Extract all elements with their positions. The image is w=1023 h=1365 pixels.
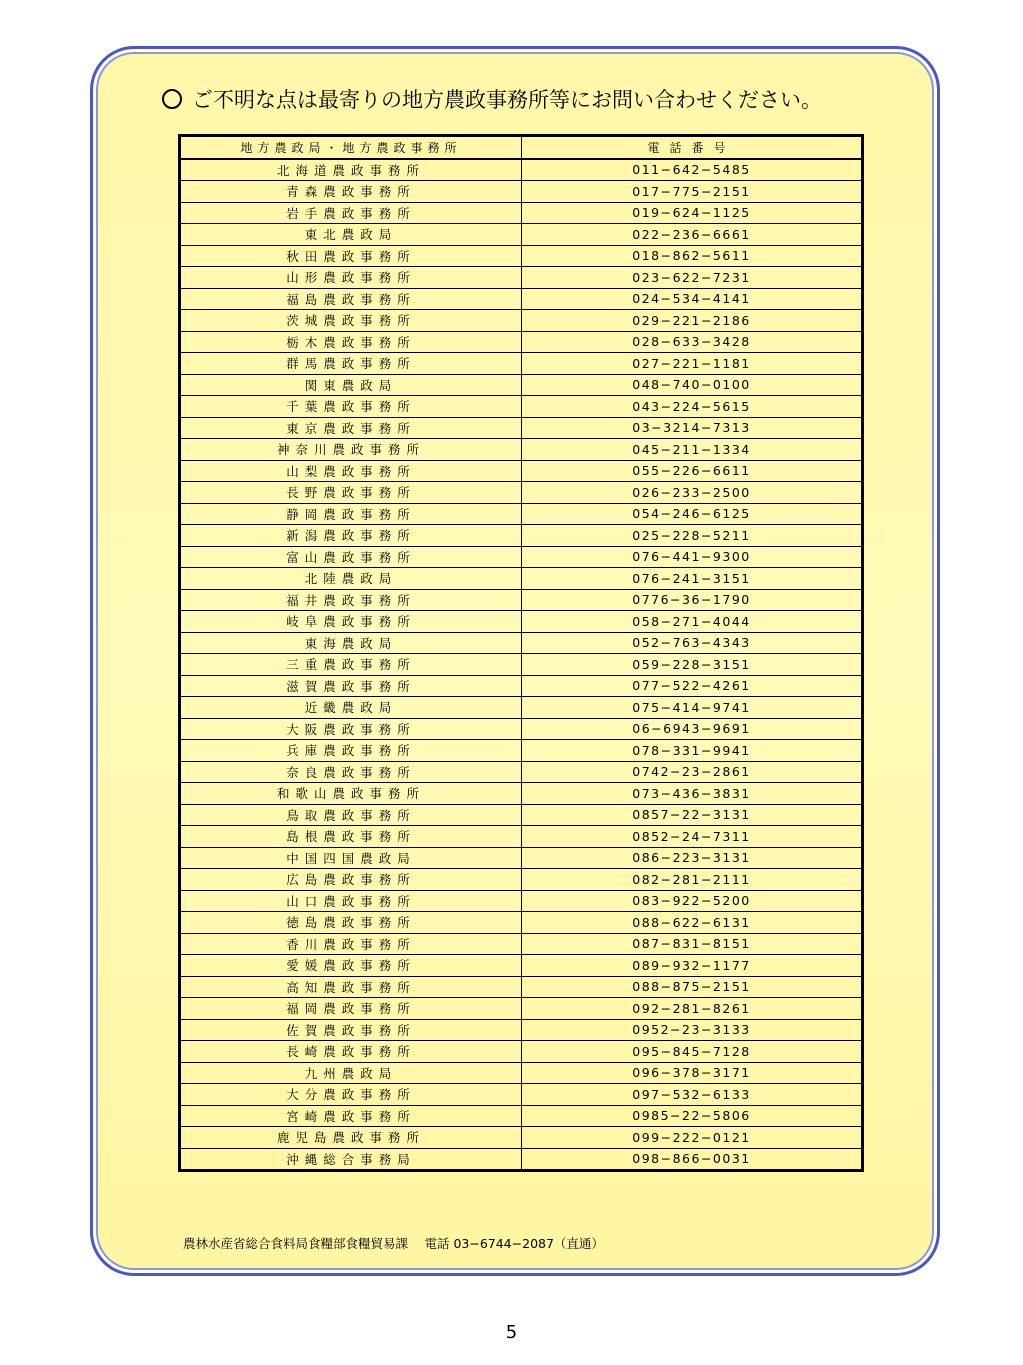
phone-number-cell: 0776−36−1790 — [522, 589, 863, 611]
office-name-cell: 鳥取農政事務所 — [180, 804, 522, 826]
office-name-cell: 山梨農政事務所 — [180, 460, 522, 482]
table-row — [180, 353, 863, 375]
table-row — [180, 1041, 863, 1063]
phone-number-cell: 027−221−1181 — [522, 353, 863, 375]
office-phone-table — [178, 134, 864, 1172]
office-name-cell: 高知農政事務所 — [180, 976, 522, 998]
table-row — [180, 417, 863, 439]
phone-number-cell: 092−281−8261 — [522, 998, 863, 1020]
phone-number-cell: 03−3214−7313 — [522, 417, 863, 439]
phone-number-cell: 022−236−6661 — [522, 224, 863, 246]
table-row — [180, 267, 863, 289]
office-name-cell: 東京農政事務所 — [180, 417, 522, 439]
office-name-cell: 山口農政事務所 — [180, 890, 522, 912]
table-row — [180, 568, 863, 590]
table-row — [180, 159, 863, 181]
phone-number-cell: 077−522−4261 — [522, 675, 863, 697]
phone-number-cell: 086−223−3131 — [522, 847, 863, 869]
table-row — [180, 224, 863, 246]
phone-number-cell: 078−331−9941 — [522, 740, 863, 762]
office-name-cell: 九州農政局 — [180, 1062, 522, 1084]
phone-number-cell: 0852−24−7311 — [522, 826, 863, 848]
phone-number-cell: 088−875−2151 — [522, 976, 863, 998]
table-row — [180, 396, 863, 418]
office-name-cell: 静岡農政事務所 — [180, 503, 522, 525]
table-row — [180, 202, 863, 224]
office-name-cell: 岐阜農政事務所 — [180, 611, 522, 633]
phone-number-cell: 076−441−9300 — [522, 546, 863, 568]
notice-heading — [162, 84, 822, 114]
table-row — [180, 847, 863, 869]
phone-number-cell: 048−740−0100 — [522, 374, 863, 396]
office-name-cell: 島根農政事務所 — [180, 826, 522, 848]
office-name-cell: 和歌山農政事務所 — [180, 783, 522, 805]
phone-number-cell: 0857−22−3131 — [522, 804, 863, 826]
office-name-cell: 兵庫農政事務所 — [180, 740, 522, 762]
table-row — [180, 181, 863, 203]
phone-number-cell: 026−233−2500 — [522, 482, 863, 504]
office-name-cell: 関東農政局 — [180, 374, 522, 396]
office-name-cell: 福井農政事務所 — [180, 589, 522, 611]
phone-number-cell: 029−221−2186 — [522, 310, 863, 332]
table-row — [180, 589, 863, 611]
table-row — [180, 546, 863, 568]
phone-number-cell: 058−271−4044 — [522, 611, 863, 633]
office-name-cell: 北陸農政局 — [180, 568, 522, 590]
table-row — [180, 1062, 863, 1084]
table-row — [180, 955, 863, 977]
office-name-cell: 大阪農政事務所 — [180, 718, 522, 740]
phone-number-cell: 082−281−2111 — [522, 869, 863, 891]
table-row — [180, 331, 863, 353]
phone-number-cell: 054−246−6125 — [522, 503, 863, 525]
table-row — [180, 374, 863, 396]
office-name-cell: 広島農政事務所 — [180, 869, 522, 891]
table-row — [180, 1084, 863, 1106]
phone-number-cell: 023−622−7231 — [522, 267, 863, 289]
office-name-cell: 愛媛農政事務所 — [180, 955, 522, 977]
phone-number-cell: 099−222−0121 — [522, 1127, 863, 1149]
table-row — [180, 611, 863, 633]
office-name-cell: 大分農政事務所 — [180, 1084, 522, 1106]
phone-number-cell: 024−534−4141 — [522, 288, 863, 310]
phone-number-cell: 028−633−3428 — [522, 331, 863, 353]
phone-number-cell: 018−862−5611 — [522, 245, 863, 267]
table-row — [180, 869, 863, 891]
office-name-cell: 奈良農政事務所 — [180, 761, 522, 783]
office-name-cell: 青森農政事務所 — [180, 181, 522, 203]
circle-bullet-icon — [162, 89, 182, 109]
phone-number-cell: 088−622−6131 — [522, 912, 863, 934]
office-name-cell: 岩手農政事務所 — [180, 202, 522, 224]
phone-number-cell: 087−831−8151 — [522, 933, 863, 955]
phone-number-cell: 083−922−5200 — [522, 890, 863, 912]
office-name-cell: 茨城農政事務所 — [180, 310, 522, 332]
phone-number-cell: 011−642−5485 — [522, 159, 863, 181]
table-row — [180, 697, 863, 719]
office-name-cell: 福岡農政事務所 — [180, 998, 522, 1020]
table-row — [180, 439, 863, 461]
table-row — [180, 288, 863, 310]
phone-number-cell: 075−414−9741 — [522, 697, 863, 719]
office-name-cell: 中国四国農政局 — [180, 847, 522, 869]
table-header-row — [180, 136, 863, 159]
table-row — [180, 998, 863, 1020]
table-row — [180, 912, 863, 934]
contact-footer: 農林水産省総合食料局食糧部食糧貿易課 電話 03−6744−2087（直通） — [183, 1236, 604, 1251]
table-row — [180, 976, 863, 998]
office-name-cell: 栃木農政事務所 — [180, 331, 522, 353]
table-row — [180, 718, 863, 740]
phone-number-cell: 0742−23−2861 — [522, 761, 863, 783]
phone-number-cell: 017−775−2151 — [522, 181, 863, 203]
office-name-cell: 香川農政事務所 — [180, 933, 522, 955]
office-name-cell: 東北農政局 — [180, 224, 522, 246]
table-row — [180, 783, 863, 805]
office-rows — [180, 159, 863, 1171]
table-row — [180, 804, 863, 826]
phone-number-cell: 089−932−1177 — [522, 955, 863, 977]
office-name-cell: 東海農政局 — [180, 632, 522, 654]
office-name-cell: 山形農政事務所 — [180, 267, 522, 289]
table-row — [180, 890, 863, 912]
table-row — [180, 460, 863, 482]
table-row — [180, 525, 863, 547]
office-name-cell: 長崎農政事務所 — [180, 1041, 522, 1063]
office-name-cell: 北海道農政事務所 — [180, 159, 522, 181]
table-row — [180, 1105, 863, 1127]
office-name-cell: 滋賀農政事務所 — [180, 675, 522, 697]
table-row — [180, 761, 863, 783]
table-row — [180, 654, 863, 676]
table-row — [180, 826, 863, 848]
office-name-cell: 秋田農政事務所 — [180, 245, 522, 267]
phone-column-header: 電話番号 — [522, 136, 863, 159]
office-name-cell: 近畿農政局 — [180, 697, 522, 719]
office-name-cell: 新潟農政事務所 — [180, 525, 522, 547]
office-name-cell: 宮崎農政事務所 — [180, 1105, 522, 1127]
table-row — [180, 740, 863, 762]
phone-number-cell: 0952−23−3133 — [522, 1019, 863, 1041]
office-name-cell: 三重農政事務所 — [180, 654, 522, 676]
phone-number-cell: 019−624−1125 — [522, 202, 863, 224]
office-column-header: 地方農政局・地方農政事務所 — [180, 136, 522, 159]
table-row — [180, 1127, 863, 1149]
office-name-cell: 福島農政事務所 — [180, 288, 522, 310]
table-row — [180, 933, 863, 955]
phone-number-cell: 055−226−6611 — [522, 460, 863, 482]
office-name-cell: 神奈川農政事務所 — [180, 439, 522, 461]
table-row — [180, 482, 863, 504]
office-name-cell: 富山農政事務所 — [180, 546, 522, 568]
office-name-cell: 佐賀農政事務所 — [180, 1019, 522, 1041]
phone-number-cell: 025−228−5211 — [522, 525, 863, 547]
notice-heading-text: ご不明な点は最寄りの地方農政事務所等にお問い合わせください。 — [192, 88, 822, 112]
office-name-cell: 長野農政事務所 — [180, 482, 522, 504]
phone-number-cell: 076−241−3151 — [522, 568, 863, 590]
table-row — [180, 675, 863, 697]
office-name-cell: 群馬農政事務所 — [180, 353, 522, 375]
table-row — [180, 503, 863, 525]
phone-number-cell: 06−6943−9691 — [522, 718, 863, 740]
phone-number-cell: 095−845−7128 — [522, 1041, 863, 1063]
office-name-cell: 千葉農政事務所 — [180, 396, 522, 418]
phone-number-cell: 097−532−6133 — [522, 1084, 863, 1106]
office-name-cell: 沖縄総合事務局 — [180, 1148, 522, 1171]
page-number: 5 — [505, 1322, 518, 1343]
phone-number-cell: 052−763−4343 — [522, 632, 863, 654]
table-row — [180, 1019, 863, 1041]
table-row — [180, 245, 863, 267]
phone-number-cell: 073−436−3831 — [522, 783, 863, 805]
phone-number-cell: 043−224−5615 — [522, 396, 863, 418]
office-name-cell: 徳島農政事務所 — [180, 912, 522, 934]
table-row — [180, 632, 863, 654]
phone-number-cell: 0985−22−5806 — [522, 1105, 863, 1127]
phone-number-cell: 098−866−0031 — [522, 1148, 863, 1171]
table-row — [180, 1148, 863, 1171]
office-name-cell: 鹿児島農政事務所 — [180, 1127, 522, 1149]
table-row — [180, 310, 863, 332]
phone-number-cell: 059−228−3151 — [522, 654, 863, 676]
phone-number-cell: 045−211−1334 — [522, 439, 863, 461]
phone-number-cell: 096−378−3171 — [522, 1062, 863, 1084]
